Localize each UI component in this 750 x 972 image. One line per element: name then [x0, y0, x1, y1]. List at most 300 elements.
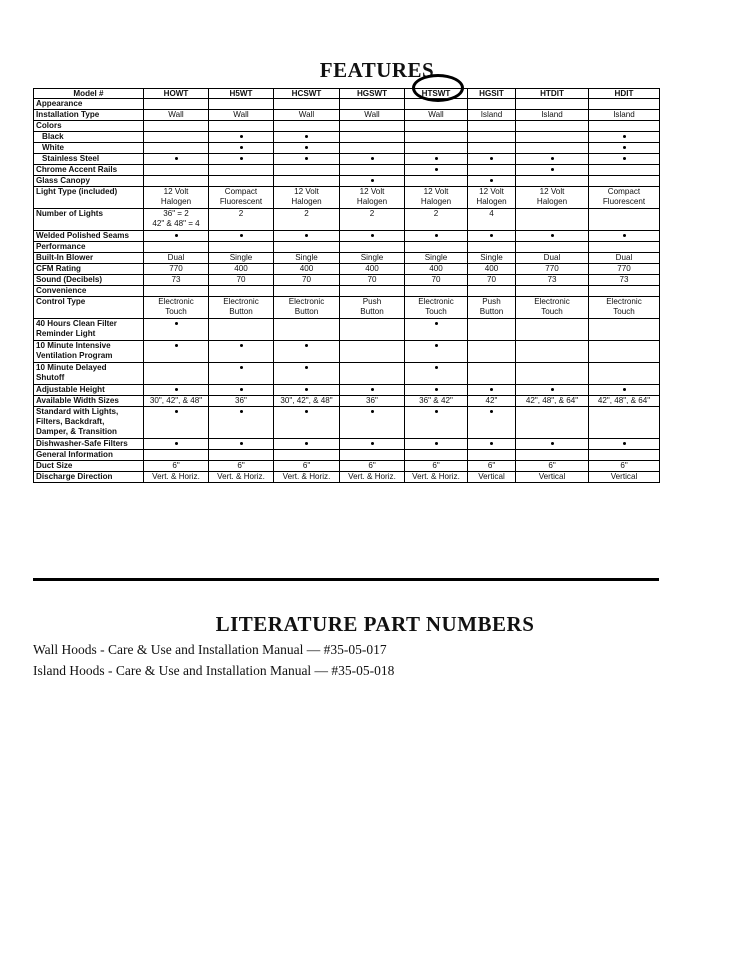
table-row	[34, 209, 660, 231]
table-cell	[589, 286, 660, 297]
table-cell: 2	[405, 209, 468, 231]
feature-dot	[340, 385, 405, 396]
bullet-dot-icon	[551, 442, 554, 445]
table-cell	[516, 143, 589, 154]
table-cell: 70	[274, 275, 340, 286]
table-row	[34, 143, 660, 154]
table-cell	[340, 341, 405, 363]
table-cell: 70	[209, 275, 274, 286]
feature-label: Sound (Decibels)	[34, 275, 144, 286]
bullet-dot-icon	[490, 157, 493, 160]
table-cell: 42"	[468, 396, 516, 407]
table-cell	[468, 132, 516, 143]
table-cell: 4	[468, 209, 516, 231]
bullet-dot-icon	[305, 234, 308, 237]
feature-label: Duct Size	[34, 461, 144, 472]
column-header-htdit: HTDIT	[516, 89, 589, 99]
feature-label: Chrome Accent Rails	[34, 165, 144, 176]
table-cell: Vert. & Horiz.	[209, 472, 274, 483]
table-cell	[274, 450, 340, 461]
table-cell: 770	[589, 264, 660, 275]
bullet-dot-icon	[623, 442, 626, 445]
table-cell	[468, 143, 516, 154]
feature-dot	[274, 363, 340, 385]
column-header-h5wt: H5WT	[209, 89, 274, 99]
bullet-dot-icon	[305, 366, 308, 369]
table-row	[34, 385, 660, 396]
table-cell	[274, 176, 340, 187]
table-cell	[468, 242, 516, 253]
table-cell	[516, 209, 589, 231]
feature-dot	[144, 439, 209, 450]
table-cell	[516, 319, 589, 341]
table-cell	[468, 99, 516, 110]
table-cell: Wall	[209, 110, 274, 121]
table-cell	[144, 363, 209, 385]
feature-dot	[468, 385, 516, 396]
feature-dot	[516, 439, 589, 450]
feature-dot	[468, 231, 516, 242]
table-cell	[209, 165, 274, 176]
bullet-dot-icon	[240, 157, 243, 160]
table-cell	[340, 143, 405, 154]
literature-title: LITERATURE PART NUMBERS	[215, 612, 535, 636]
divider-rule	[33, 578, 659, 581]
feature-label: Glass Canopy	[34, 176, 144, 187]
feature-label: Discharge Direction	[34, 472, 144, 483]
table-cell	[274, 242, 340, 253]
column-header-hgsit: HGSIT	[468, 89, 516, 99]
bullet-dot-icon	[490, 179, 493, 182]
column-header-hcswt: HCSWT	[274, 89, 340, 99]
table-row	[34, 264, 660, 275]
table-row	[34, 341, 660, 363]
feature-label: Available Width Sizes	[34, 396, 144, 407]
feature-label: Control Type	[34, 297, 144, 319]
table-cell	[405, 242, 468, 253]
table-cell	[468, 450, 516, 461]
feature-dot	[340, 407, 405, 439]
feature-dot	[516, 385, 589, 396]
table-cell	[340, 450, 405, 461]
features-title: FEATURES	[319, 58, 435, 82]
table-cell	[589, 121, 660, 132]
table-cell: Electronic Touch	[516, 297, 589, 319]
table-cell	[405, 143, 468, 154]
table-cell: 770	[516, 264, 589, 275]
table-cell	[516, 242, 589, 253]
table-cell	[516, 132, 589, 143]
table-cell: 6"	[589, 461, 660, 472]
feature-dot	[589, 385, 660, 396]
table-cell: 36" & 42"	[405, 396, 468, 407]
table-row	[34, 187, 660, 209]
bullet-dot-icon	[371, 388, 374, 391]
feature-dot	[589, 231, 660, 242]
bullet-dot-icon	[240, 234, 243, 237]
bullet-dot-icon	[371, 442, 374, 445]
bullet-dot-icon	[240, 344, 243, 347]
feature-dot	[468, 407, 516, 439]
bullet-dot-icon	[240, 388, 243, 391]
bullet-dot-icon	[623, 234, 626, 237]
table-cell	[274, 319, 340, 341]
bullet-dot-icon	[305, 410, 308, 413]
table-cell: 12 Volt Halogen	[405, 187, 468, 209]
table-cell: 2	[274, 209, 340, 231]
column-header-howt: HOWT	[144, 89, 209, 99]
feature-dot	[274, 132, 340, 143]
feature-label: Welded Polished Seams	[34, 231, 144, 242]
bullet-dot-icon	[435, 388, 438, 391]
table-cell	[468, 341, 516, 363]
table-row	[34, 407, 660, 439]
table-cell	[274, 121, 340, 132]
table-cell	[144, 99, 209, 110]
feature-dot	[144, 385, 209, 396]
table-cell	[468, 319, 516, 341]
table-row	[34, 275, 660, 286]
table-cell: Compact Fluorescent	[589, 187, 660, 209]
feature-dot	[144, 319, 209, 341]
table-row	[34, 363, 660, 385]
table-cell	[516, 176, 589, 187]
table-cell: 2	[340, 209, 405, 231]
feature-label: Performance	[34, 242, 144, 253]
table-cell	[144, 165, 209, 176]
feature-label: White	[34, 143, 144, 154]
bullet-dot-icon	[490, 410, 493, 413]
table-cell	[144, 143, 209, 154]
table-row	[34, 472, 660, 483]
feature-dot	[144, 231, 209, 242]
table-cell: Vert. & Horiz.	[144, 472, 209, 483]
feature-label: General Information	[34, 450, 144, 461]
table-cell: 36" = 2 42" & 48" = 4	[144, 209, 209, 231]
table-cell	[340, 121, 405, 132]
bullet-dot-icon	[175, 234, 178, 237]
feature-dot	[340, 154, 405, 165]
feature-dot	[340, 231, 405, 242]
table-cell: 6"	[405, 461, 468, 472]
table-cell: Single	[209, 253, 274, 264]
feature-dot	[340, 176, 405, 187]
table-cell: 12 Volt Halogen	[144, 187, 209, 209]
table-cell	[516, 341, 589, 363]
bullet-dot-icon	[435, 234, 438, 237]
table-row	[34, 396, 660, 407]
feature-dot	[589, 439, 660, 450]
literature-item-island: Island Hoods - Care & Use and Installation Manual — #35-05-018	[33, 663, 395, 678]
bullet-dot-icon	[305, 344, 308, 347]
table-cell: Wall	[144, 110, 209, 121]
bullet-dot-icon	[305, 442, 308, 445]
feature-label: Standard with Lights, Filters, Backdraft, Damper, & Transition	[34, 407, 144, 439]
table-cell: 6"	[340, 461, 405, 472]
feature-dot	[209, 407, 274, 439]
table-cell: 12 Volt Halogen	[516, 187, 589, 209]
feature-dot	[144, 341, 209, 363]
section-row	[34, 99, 660, 110]
table-cell: Island	[468, 110, 516, 121]
table-cell: Vertical	[468, 472, 516, 483]
feature-dot	[405, 319, 468, 341]
feature-label: Dishwasher-Safe Filters	[34, 439, 144, 450]
feature-dot	[516, 154, 589, 165]
bullet-dot-icon	[305, 388, 308, 391]
table-cell	[589, 341, 660, 363]
table-cell: 70	[468, 275, 516, 286]
table-cell: 70	[405, 275, 468, 286]
bullet-dot-icon	[623, 157, 626, 160]
table-cell: 73	[589, 275, 660, 286]
table-cell	[340, 165, 405, 176]
feature-dot	[274, 231, 340, 242]
table-cell: 30", 42", & 48"	[144, 396, 209, 407]
table-cell: Vert. & Horiz.	[274, 472, 340, 483]
table-cell	[589, 363, 660, 385]
bullet-dot-icon	[371, 410, 374, 413]
table-cell	[589, 209, 660, 231]
bullet-dot-icon	[551, 388, 554, 391]
table-cell: Electronic Button	[209, 297, 274, 319]
table-cell: Wall	[274, 110, 340, 121]
table-cell	[340, 363, 405, 385]
feature-dot	[405, 385, 468, 396]
table-cell	[589, 319, 660, 341]
table-cell: 12 Volt Halogen	[468, 187, 516, 209]
table-cell	[589, 450, 660, 461]
table-cell	[516, 407, 589, 439]
table-cell	[274, 99, 340, 110]
bullet-dot-icon	[551, 234, 554, 237]
table-cell	[274, 286, 340, 297]
table-cell: Single	[468, 253, 516, 264]
table-cell: Dual	[144, 253, 209, 264]
table-cell: 73	[516, 275, 589, 286]
feature-dot	[274, 341, 340, 363]
table-cell: Dual	[516, 253, 589, 264]
table-row	[34, 110, 660, 121]
table-cell	[516, 99, 589, 110]
feature-dot	[209, 143, 274, 154]
bullet-dot-icon	[623, 135, 626, 138]
table-cell	[405, 286, 468, 297]
table-header-row	[34, 89, 660, 99]
table-row	[34, 165, 660, 176]
bullet-dot-icon	[305, 135, 308, 138]
table-cell: Electronic Touch	[144, 297, 209, 319]
table-cell	[274, 165, 340, 176]
table-cell: Electronic Touch	[405, 297, 468, 319]
table-row	[34, 231, 660, 242]
bullet-dot-icon	[551, 168, 554, 171]
table-cell	[209, 99, 274, 110]
table-cell	[468, 363, 516, 385]
table-cell	[405, 99, 468, 110]
bullet-dot-icon	[175, 410, 178, 413]
table-cell	[589, 99, 660, 110]
table-cell	[209, 176, 274, 187]
feature-label: Appearance	[34, 99, 144, 110]
table-cell: Electronic Touch	[589, 297, 660, 319]
feature-dot	[209, 154, 274, 165]
bullet-dot-icon	[623, 146, 626, 149]
table-cell: 400	[340, 264, 405, 275]
feature-dot	[144, 407, 209, 439]
table-row	[34, 154, 660, 165]
bullet-dot-icon	[175, 344, 178, 347]
feature-label: Adjustable Height	[34, 385, 144, 396]
table-cell: Wall	[340, 110, 405, 121]
bullet-dot-icon	[490, 234, 493, 237]
table-cell: Wall	[405, 110, 468, 121]
table-cell: 400	[405, 264, 468, 275]
table-cell: 6"	[468, 461, 516, 472]
table-row	[34, 297, 660, 319]
bullet-dot-icon	[435, 322, 438, 325]
table-cell	[144, 242, 209, 253]
table-cell: 770	[144, 264, 209, 275]
table-cell	[209, 450, 274, 461]
feature-dot	[405, 341, 468, 363]
bullet-dot-icon	[435, 442, 438, 445]
feature-label: CFM Rating	[34, 264, 144, 275]
table-row	[34, 132, 660, 143]
bullet-dot-icon	[175, 442, 178, 445]
bullet-dot-icon	[240, 410, 243, 413]
bullet-dot-icon	[435, 157, 438, 160]
table-row	[34, 176, 660, 187]
table-cell: Single	[405, 253, 468, 264]
feature-dot	[468, 439, 516, 450]
table-cell: Vert. & Horiz.	[340, 472, 405, 483]
feature-label: 10 Minute Delayed Shutoff	[34, 363, 144, 385]
table-cell: 6"	[144, 461, 209, 472]
feature-dot	[589, 132, 660, 143]
feature-dot	[209, 341, 274, 363]
feature-dot	[516, 231, 589, 242]
feature-dot	[274, 407, 340, 439]
table-row	[34, 253, 660, 264]
feature-dot	[589, 143, 660, 154]
table-cell: 6"	[516, 461, 589, 472]
feature-label: Light Type (included)	[34, 187, 144, 209]
table-cell	[405, 132, 468, 143]
table-cell: Single	[274, 253, 340, 264]
feature-dot	[274, 385, 340, 396]
bullet-dot-icon	[175, 322, 178, 325]
feature-dot	[589, 154, 660, 165]
feature-label: Convenience	[34, 286, 144, 297]
table-cell: 42", 48", & 64"	[516, 396, 589, 407]
bullet-dot-icon	[240, 442, 243, 445]
feature-dot	[274, 439, 340, 450]
feature-dot	[340, 439, 405, 450]
bullet-dot-icon	[175, 388, 178, 391]
table-cell: Vertical	[589, 472, 660, 483]
table-cell	[516, 363, 589, 385]
bullet-dot-icon	[435, 366, 438, 369]
feature-dot	[209, 132, 274, 143]
table-cell: Single	[340, 253, 405, 264]
feature-dot	[405, 439, 468, 450]
feature-dot	[468, 154, 516, 165]
table-cell	[589, 165, 660, 176]
bullet-dot-icon	[551, 157, 554, 160]
feature-label: 10 Minute Intensive Ventilation Program	[34, 341, 144, 363]
feature-dot	[274, 143, 340, 154]
table-cell: 400	[274, 264, 340, 275]
table-cell: 36"	[340, 396, 405, 407]
table-cell: 6"	[209, 461, 274, 472]
table-cell	[340, 132, 405, 143]
bullet-dot-icon	[435, 344, 438, 347]
table-cell: Push Button	[468, 297, 516, 319]
feature-label: Black	[34, 132, 144, 143]
table-cell	[209, 319, 274, 341]
table-cell	[340, 99, 405, 110]
feature-dot	[209, 385, 274, 396]
feature-dot	[405, 407, 468, 439]
table-cell: Dual	[589, 253, 660, 264]
section-row	[34, 450, 660, 461]
table-cell: 12 Volt Halogen	[274, 187, 340, 209]
table-cell	[405, 121, 468, 132]
bullet-dot-icon	[371, 179, 374, 182]
section-row	[34, 286, 660, 297]
table-cell: 42", 48", & 64"	[589, 396, 660, 407]
table-cell	[144, 132, 209, 143]
table-cell: Electronic Button	[274, 297, 340, 319]
table-cell	[209, 242, 274, 253]
table-cell	[209, 121, 274, 132]
table-cell	[516, 121, 589, 132]
table-cell	[144, 286, 209, 297]
table-row	[34, 461, 660, 472]
bullet-dot-icon	[305, 157, 308, 160]
bullet-dot-icon	[305, 146, 308, 149]
table-cell: Vertical	[516, 472, 589, 483]
table-cell: 400	[468, 264, 516, 275]
table-cell: 2	[209, 209, 274, 231]
table-cell	[516, 286, 589, 297]
table-cell	[144, 176, 209, 187]
bullet-dot-icon	[175, 157, 178, 160]
table-cell: 12 Volt Halogen	[340, 187, 405, 209]
feature-label: 40 Hours Clean Filter Reminder Light	[34, 319, 144, 341]
feature-dot	[468, 176, 516, 187]
table-cell	[468, 165, 516, 176]
bullet-dot-icon	[240, 146, 243, 149]
section-row	[34, 242, 660, 253]
table-cell: 6"	[274, 461, 340, 472]
table-cell: 70	[340, 275, 405, 286]
feature-dot	[209, 439, 274, 450]
table-cell	[589, 176, 660, 187]
feature-dot	[405, 165, 468, 176]
table-cell	[340, 286, 405, 297]
feature-label: Number of Lights	[34, 209, 144, 231]
bullet-dot-icon	[371, 157, 374, 160]
table-cell: 36"	[209, 396, 274, 407]
feature-dot	[516, 165, 589, 176]
feature-dot	[405, 363, 468, 385]
column-header-htswt: HTSWT	[405, 89, 468, 99]
table-cell	[144, 450, 209, 461]
table-cell: 400	[209, 264, 274, 275]
feature-dot	[209, 363, 274, 385]
